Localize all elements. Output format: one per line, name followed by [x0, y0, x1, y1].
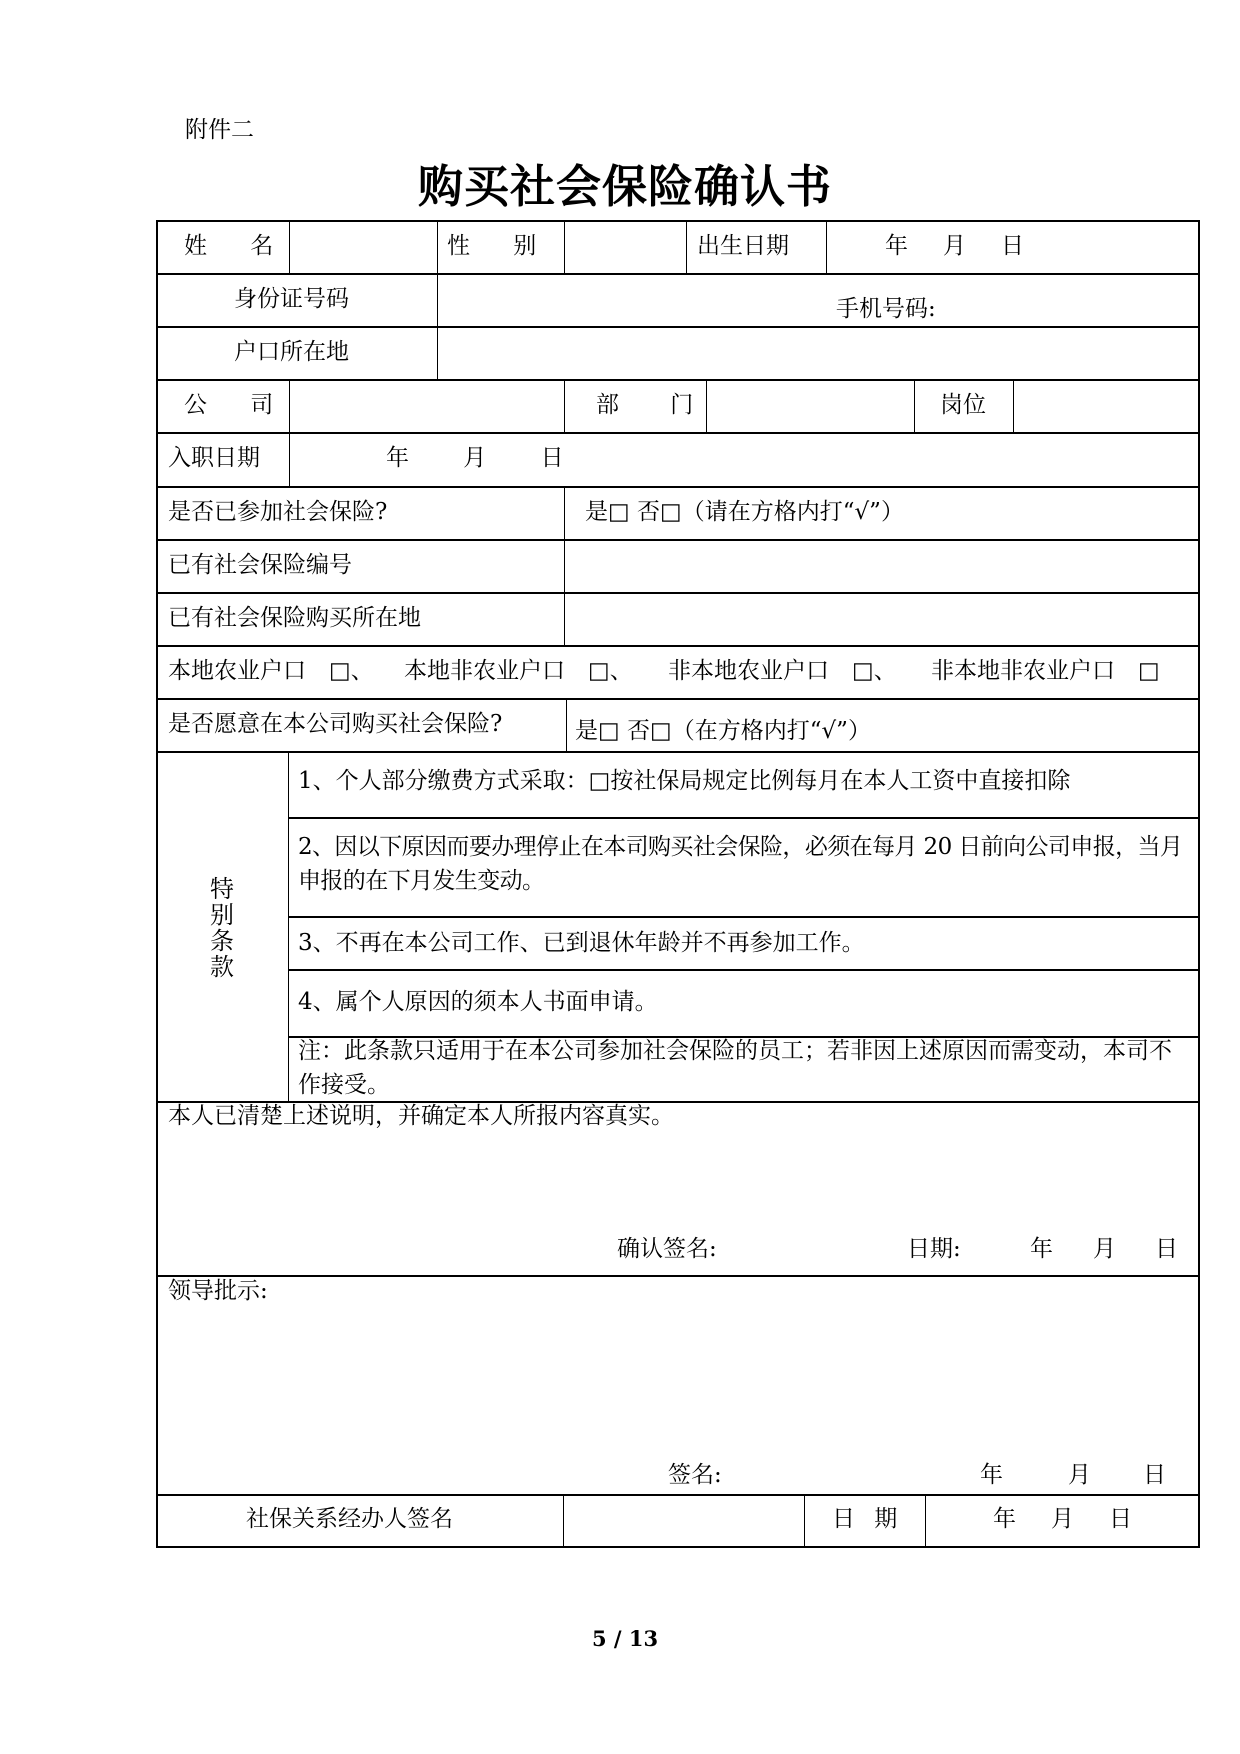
birth-date-label: 出生日期: [697, 233, 789, 259]
col-divider: [437, 220, 438, 326]
existing-insurance-location-field[interactable]: [566, 594, 1197, 644]
willing-insurance-question: 是否愿意在本公司购买社会保险?: [168, 711, 503, 737]
col-divider: [564, 220, 565, 273]
row-divider: [156, 645, 1200, 647]
col-divider: [563, 1494, 564, 1547]
col-divider: [925, 1494, 926, 1547]
position-field[interactable]: [1015, 381, 1197, 431]
hukou-type-local-nonagri[interactable]: 本地非农业户口 □、: [404, 658, 633, 684]
approval-date-year[interactable]: 年: [980, 1462, 1003, 1488]
existing-insurance-number-field[interactable]: [566, 541, 1197, 591]
confirm-date-year[interactable]: 年: [1030, 1236, 1053, 1262]
special-terms-char: 别: [210, 901, 234, 929]
row-divider: [156, 751, 1200, 753]
col-divider: [804, 1494, 805, 1547]
name-field[interactable]: [291, 222, 435, 272]
hukou-type-nonlocal-nonagri[interactable]: 非本地非农业户口 □: [931, 658, 1160, 684]
special-term-2: 2、因以下原因而要办理停止在本司购买社会保险，必须在每月 20 日前向公司申报，当月申报的在下月发生变动。: [298, 834, 1183, 894]
gender-field[interactable]: [566, 222, 684, 272]
company-label: 公 司: [184, 392, 292, 418]
confirm-signature-label: 确认签名:: [617, 1236, 717, 1262]
approval-date-day[interactable]: 日: [1143, 1462, 1166, 1488]
row-divider: [288, 969, 1200, 971]
special-term-4: 4、属个人原因的须本人书面申请。: [298, 989, 658, 1015]
department-field[interactable]: [708, 381, 913, 431]
confirm-date-label: 日期:: [907, 1236, 961, 1262]
attachment-label: 附件二: [185, 117, 254, 143]
row-divider: [156, 698, 1200, 700]
confirm-date-month[interactable]: 月: [1093, 1236, 1116, 1262]
hukou-type-nonlocal-agri[interactable]: 非本地农业户口 □、: [668, 658, 897, 684]
approval-comment-area[interactable]: [160, 1310, 1196, 1450]
gender-label: 性 别: [447, 233, 555, 259]
phone-label: 手机号码:: [836, 296, 936, 322]
hire-date-label: 入职日期: [168, 445, 260, 471]
col-divider: [826, 220, 827, 273]
company-field[interactable]: [291, 381, 563, 431]
joined-insurance-options[interactable]: 是□ 否□（请在方格内打“√”）: [585, 499, 904, 525]
row-divider: [288, 916, 1200, 918]
col-divider: [566, 698, 567, 751]
existing-insurance-location-label: 已有社会保险购买所在地: [168, 605, 421, 631]
special-term-note: 注：此条款只适用于在本公司参加社会保险的员工；若非因上述原因而需变动，本司不作接受。: [298, 1038, 1172, 1098]
confirm-signature-field[interactable]: [730, 1228, 900, 1268]
id-number-field[interactable]: [439, 275, 824, 325]
hukou-location-field[interactable]: [439, 328, 1197, 378]
special-terms-label: [207, 876, 237, 980]
table-border-bottom: [156, 1546, 1200, 1548]
col-divider: [289, 432, 290, 486]
row-divider: [288, 817, 1200, 819]
table-border-right: [1198, 220, 1200, 1548]
handler-signature-field[interactable]: [565, 1496, 803, 1546]
willing-insurance-options[interactable]: 是□ 否□（在方格内打“√”）: [575, 718, 871, 744]
birth-date-field[interactable]: 年 月 日: [885, 233, 1030, 259]
id-number-label: 身份证号码: [234, 286, 349, 312]
row-divider: [156, 432, 1200, 434]
col-divider: [914, 379, 915, 432]
department-label: 部 门: [596, 392, 716, 418]
joined-insurance-question: 是否已参加社会保险?: [168, 499, 388, 525]
position-label: 岗位: [940, 392, 986, 418]
hukou-type-local-agri[interactable]: 本地农业户口 □、: [168, 658, 374, 684]
col-divider: [686, 220, 687, 273]
hire-date-field[interactable]: 年 月 日: [386, 445, 572, 471]
col-divider: [288, 751, 289, 1101]
handler-date-label: 日 期: [832, 1506, 904, 1532]
approval-signature-label: 签名:: [668, 1462, 722, 1488]
table-border-left: [156, 220, 158, 1548]
page-number: 5 / 13: [592, 1626, 659, 1651]
special-term-1: 1、个人部分缴费方式采取：□按社保局规定比例每月在本人工资中直接扣除: [298, 768, 1071, 794]
page-title: 购买社会保险确认书: [418, 160, 833, 213]
existing-insurance-number-label: 已有社会保险编号: [168, 552, 352, 578]
hukou-location-label: 户口所在地: [234, 339, 349, 365]
name-label: 姓 名: [184, 233, 292, 259]
confirm-date-day[interactable]: 日: [1155, 1236, 1178, 1262]
col-divider: [564, 379, 565, 432]
handler-signature-label: 社保关系经办人签名: [246, 1506, 453, 1532]
confirmation-statement: 本人已清楚上述说明，并确定本人所报内容真实。: [168, 1103, 674, 1129]
col-divider: [564, 486, 565, 645]
special-terms-char: 款: [210, 953, 234, 981]
special-terms-char: 条: [210, 927, 234, 955]
row-divider: [156, 1275, 1200, 1277]
special-terms-char: 特: [210, 875, 234, 903]
special-term-3: 3、不再在本公司工作、已到退休年龄并不再参加工作。: [298, 930, 865, 956]
col-divider: [437, 326, 438, 379]
approval-date-month[interactable]: 月: [1068, 1462, 1091, 1488]
row-divider: [156, 486, 1200, 488]
handler-date-field[interactable]: 年 月 日: [993, 1506, 1138, 1532]
col-divider: [1013, 379, 1014, 432]
approval-label: 领导批示:: [168, 1278, 268, 1304]
